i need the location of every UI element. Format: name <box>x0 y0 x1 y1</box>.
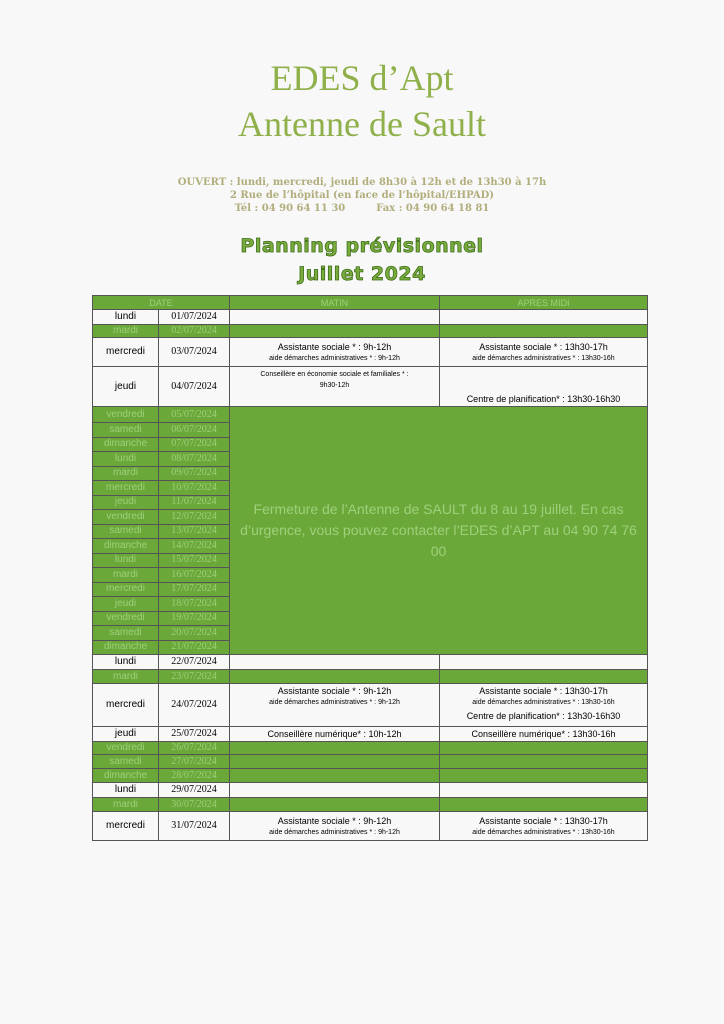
day-cell: lundi <box>93 655 159 670</box>
day-cell: dimanche <box>93 640 159 655</box>
date-cell: 27/07/2024 <box>159 755 230 769</box>
date-cell: 08/07/2024 <box>159 452 230 467</box>
day-cell: mardi <box>93 325 159 338</box>
table-row <box>93 783 648 798</box>
slot-sub: aide démarches administratives * : 13h30-16h <box>472 828 615 836</box>
day-cell: lundi <box>93 310 159 325</box>
slot-sub: Conseillère en économie sociale et familiales * : <box>260 371 409 378</box>
matin-cell <box>230 783 440 798</box>
apres-midi-cell <box>440 655 648 670</box>
date-cell: 07/07/2024 <box>159 437 230 452</box>
day-cell: vendredi <box>93 510 159 525</box>
date-cell: 28/07/2024 <box>159 769 230 783</box>
address: 2 Rue de l’hôpital (en face de l’hôpital/EHPAD) <box>229 190 495 201</box>
matin-cell <box>230 755 440 769</box>
day-cell: mardi <box>93 670 159 684</box>
date-cell: 30/07/2024 <box>159 798 230 812</box>
date-cell: 24/07/2024 <box>159 684 230 727</box>
date-cell: 19/07/2024 <box>159 611 230 626</box>
date-cell: 31/07/2024 <box>159 812 230 841</box>
table-row <box>93 325 648 338</box>
day-cell: vendredi <box>93 407 159 423</box>
table-row <box>93 670 648 684</box>
day-cell: lundi <box>93 452 159 467</box>
matin-cell <box>230 684 440 727</box>
day-cell: mardi <box>93 568 159 583</box>
date-cell: 02/07/2024 <box>159 325 230 338</box>
slot-main: Centre de planification* : 13h30-16h30 <box>466 711 621 721</box>
apres-midi-cell <box>440 310 648 325</box>
table-row <box>93 310 648 325</box>
date-cell: 12/07/2024 <box>159 510 230 525</box>
day-cell: samedi <box>93 423 159 438</box>
slot-sub: 9h30-12h <box>319 382 350 389</box>
date-cell: 23/07/2024 <box>159 670 230 684</box>
apres-midi-cell <box>440 742 648 755</box>
header-apres-midi: APRES MIDI <box>440 296 648 310</box>
date-cell: 09/07/2024 <box>159 466 230 481</box>
header-date: DATE <box>93 296 230 310</box>
apres-midi-cell <box>440 670 648 684</box>
apres-midi-cell <box>440 755 648 769</box>
table-row <box>93 812 648 841</box>
day-cell: mercredi <box>93 338 159 367</box>
slot-main: Conseillère numérique* : 10h-12h <box>267 729 402 739</box>
date-cell: 25/07/2024 <box>159 727 230 742</box>
planning-title: Planning prévisionnel <box>240 235 484 257</box>
date-cell: 03/07/2024 <box>159 338 230 367</box>
day-cell: lundi <box>93 553 159 568</box>
table-row <box>93 755 648 769</box>
table-row <box>93 727 648 742</box>
slot-main: Assistante sociale * : 9h-12h <box>277 815 392 826</box>
slot-main: Assistante sociale * : 13h30-17h <box>479 341 608 352</box>
matin-cell <box>230 310 440 325</box>
day-cell: dimanche <box>93 769 159 783</box>
day-cell: samedi <box>93 626 159 641</box>
matin-cell <box>230 769 440 783</box>
date-cell: 15/07/2024 <box>159 553 230 568</box>
apres-midi-cell <box>440 769 648 783</box>
day-cell: jeudi <box>93 597 159 612</box>
opening-hours: OUVERT : lundi, mercredi, jeudi de 8h30 à 12h et de 13h30 à 17h <box>177 177 547 188</box>
apres-midi-cell <box>440 338 648 367</box>
apres-midi-cell <box>440 325 648 338</box>
day-cell: jeudi <box>93 495 159 510</box>
day-cell: samedi <box>93 524 159 539</box>
slot-main: Assistante sociale * : 9h-12h <box>277 341 392 352</box>
apres-midi-cell <box>440 798 648 812</box>
date-cell: 26/07/2024 <box>159 742 230 755</box>
header-matin: MATIN <box>230 296 440 310</box>
apres-midi-cell <box>440 727 648 742</box>
phone: Tél : 04 90 64 11 30 <box>234 203 346 214</box>
planning-month: Juillet 2024 <box>298 263 426 285</box>
matin-cell <box>230 338 440 367</box>
table-row <box>93 655 648 670</box>
table-row <box>93 684 648 727</box>
date-cell: 05/07/2024 <box>159 407 230 423</box>
day-cell: dimanche <box>93 437 159 452</box>
date-cell: 14/07/2024 <box>159 539 230 554</box>
day-cell: mercredi <box>93 582 159 597</box>
matin-cell <box>230 798 440 812</box>
slot-sub: aide démarches administratives * : 13h30-16h <box>472 354 615 362</box>
day-cell: mercredi <box>93 684 159 727</box>
day-cell: jeudi <box>93 727 159 742</box>
apres-midi-cell <box>440 684 648 727</box>
apres-midi-cell <box>440 812 648 841</box>
matin-cell <box>230 655 440 670</box>
slot-main: Assistante sociale * : 13h30-17h <box>479 686 608 696</box>
table-row <box>93 798 648 812</box>
date-cell: 21/07/2024 <box>159 640 230 655</box>
contact-line <box>0 202 724 215</box>
title-line-2: Antenne de Sault <box>238 104 486 144</box>
date-cell: 13/07/2024 <box>159 524 230 539</box>
slot-main: Conseillère numérique* : 13h30-16h <box>471 729 616 739</box>
day-cell: jeudi <box>93 367 159 407</box>
slot-sub: aide démarches administratives * : 9h-12h <box>269 699 400 706</box>
matin-cell <box>230 727 440 742</box>
apres-midi-cell <box>440 783 648 798</box>
day-cell: vendredi <box>93 742 159 755</box>
table-row <box>93 769 648 783</box>
title-line-1: EDES d’Apt <box>270 58 454 98</box>
date-cell: 04/07/2024 <box>159 367 230 407</box>
date-cell: 18/07/2024 <box>159 597 230 612</box>
day-cell: dimanche <box>93 539 159 554</box>
matin-cell <box>230 367 440 407</box>
apres-midi-cell <box>440 367 648 407</box>
day-cell: mardi <box>93 466 159 481</box>
matin-cell <box>230 325 440 338</box>
date-cell: 22/07/2024 <box>159 655 230 670</box>
day-cell: lundi <box>93 783 159 798</box>
table-row <box>93 407 648 423</box>
day-cell: samedi <box>93 755 159 769</box>
slot-sub: aide démarches administratives * : 9h-12h <box>269 354 400 362</box>
matin-cell <box>230 812 440 841</box>
table-row <box>93 338 648 367</box>
day-cell: mercredi <box>93 481 159 496</box>
date-cell: 01/07/2024 <box>159 310 230 325</box>
slot-sub: aide démarches administratives * : 9h-12h <box>269 828 400 836</box>
day-cell: vendredi <box>93 611 159 626</box>
date-cell: 06/07/2024 <box>159 423 230 438</box>
date-cell: 16/07/2024 <box>159 568 230 583</box>
slot-main: Assistante sociale * : 9h-12h <box>277 686 392 696</box>
table-row <box>93 742 648 755</box>
date-cell: 17/07/2024 <box>159 582 230 597</box>
matin-cell <box>230 742 440 755</box>
date-cell: 11/07/2024 <box>159 495 230 510</box>
slot-main: Assistante sociale * : 13h30-17h <box>479 815 608 826</box>
day-cell: mercredi <box>93 812 159 841</box>
slot-sub: aide démarches administratives * : 13h30-16h <box>472 699 615 706</box>
date-cell: 29/07/2024 <box>159 783 230 798</box>
table-row <box>93 367 648 407</box>
fax: Fax : 04 90 64 18 81 <box>376 203 490 214</box>
closure-notice: Fermeture de l’Antenne de SAULT du 8 au 19 juillet. En cas d’urgence, vous pouvez contacter l’EDES d’APT au 04 90 74 76 00 <box>230 407 648 655</box>
planning-table <box>92 295 648 841</box>
day-cell: mardi <box>93 798 159 812</box>
matin-cell <box>230 670 440 684</box>
date-cell: 20/07/2024 <box>159 626 230 641</box>
slot-main: Centre de planification* : 13h30-16h30 <box>466 394 621 404</box>
date-cell: 10/07/2024 <box>159 481 230 496</box>
